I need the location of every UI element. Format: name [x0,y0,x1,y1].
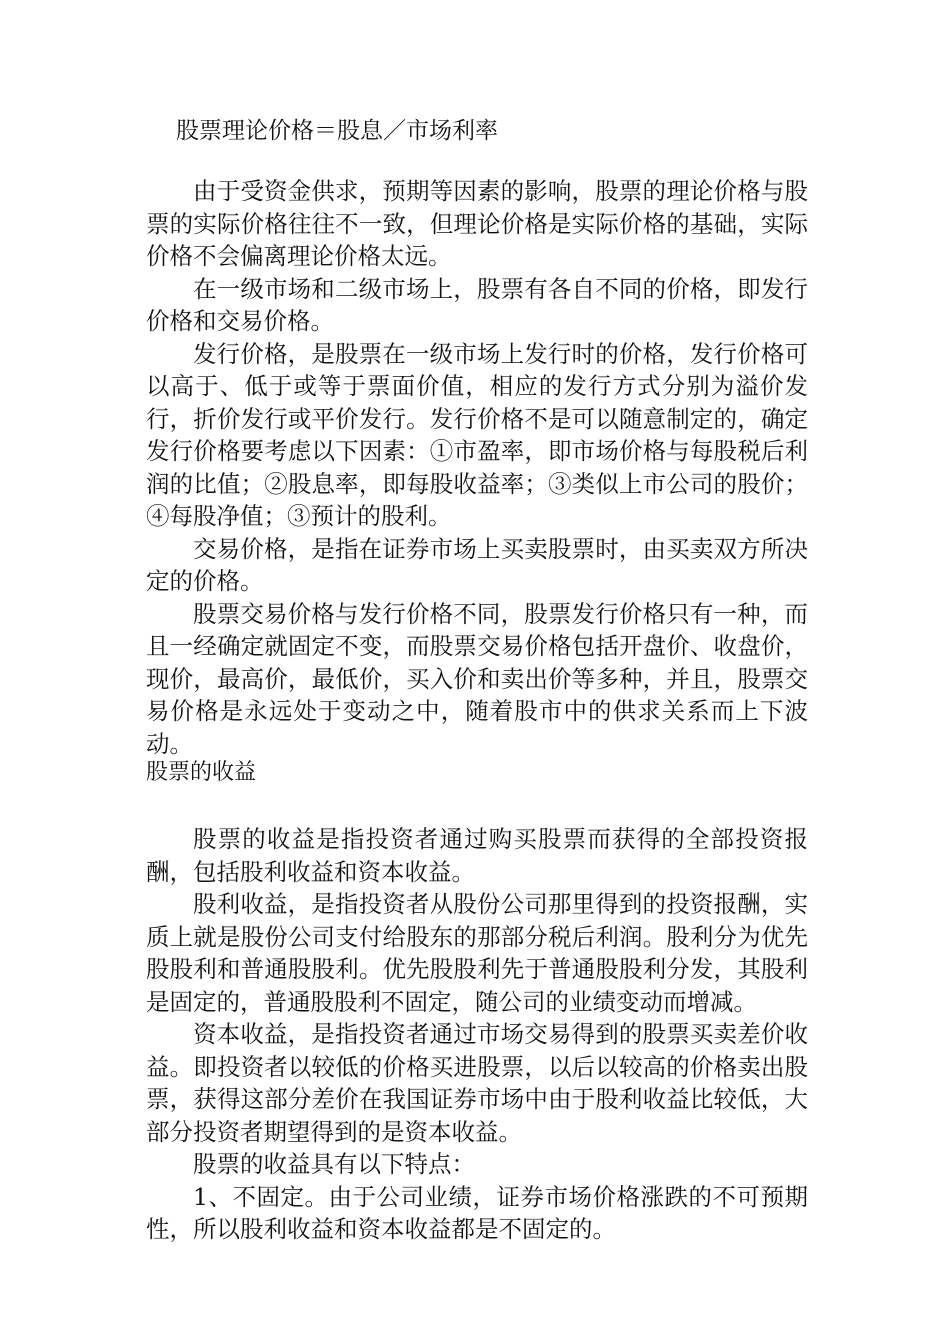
returns-section [146,823,808,1246]
paragraph-dividend-income: 股利收益，是指投资者从股份公司那里得到的投资报酬，实质上就是股份公司支付给股东的那部分税后利润。股利分为优先股股利和普通股股利。优先股股利先于普通股股利分发，其股利是固定的，普通股股利不固定，随公司的业绩变动而增减。 [146,890,808,1016]
paragraph-theory-vs-actual: 由于受资金供求，预期等因素的影响，股票的理论价格与股票的实际价格往往不一致，但理论价格是实际价格的基础，实际价格不会偏离理论价格太远。 [146,177,808,270]
paragraph-capital-gains: 资本收益，是指投资者通过市场交易得到的股票买卖差价收益。即投资者以较低的价格买进股票，以后以较高的价格卖出股票，获得这部分差价在我国证券市场中由于股利收益比较低，大部分投资者期望得到的是资本收益。 [146,1020,808,1146]
paragraph-features-intro: 股票的收益具有以下特点： [193,1150,475,1178]
paragraph-trading-vs-issue: 股票交易价格与发行价格不同，股票发行价格只有一种，而且一经确定就固定不变，而股票交易价格包括开盘价、收盘价，现价，最高价，最低价，买入价和卖出价等多种，并且，股票交易价格是永远处于变动之中，随着股市中的供求关系而上下波动。 [146,599,808,758]
section-heading-stock-returns: 股票的收益 [146,760,257,785]
paragraph-primary-secondary-market: 在一级市场和二级市场上，股票有各自不同的价格，即发行价格和交易价格。 [146,274,808,335]
paragraph-feature-1: 1、不固定。由于公司业绩，证券市场价格涨跌的不可预期性，所以股利收益和资本收益都是不固定的。 [146,1182,808,1243]
paragraph-issue-price: 发行价格，是股票在一级市场上发行时的价格，发行价格可以高于、低于或等于票面价值，相应的发行方式分别为溢价发行，折价发行或平价发行。发行价格不是可以随意制定的，确定发行价格要考虑以下因素：①市盈率，即市场价格与每股税后利润的比值；②股息率，即每股收益率；③类似上市公司的股价；④每股净值；③预计的股利。 [146,339,808,530]
paragraph-trading-price: 交易价格，是指在证券市场上买卖股票时，由买卖双方所决定的价格。 [146,534,808,595]
stock-price-formula: 股票理论价格＝股息／市场利率 [176,118,498,144]
price-section [146,175,808,760]
paragraph-returns-definition: 股票的收益是指投资者通过购买股票而获得的全部投资报酬，包括股利收益和资本收益。 [146,825,808,886]
